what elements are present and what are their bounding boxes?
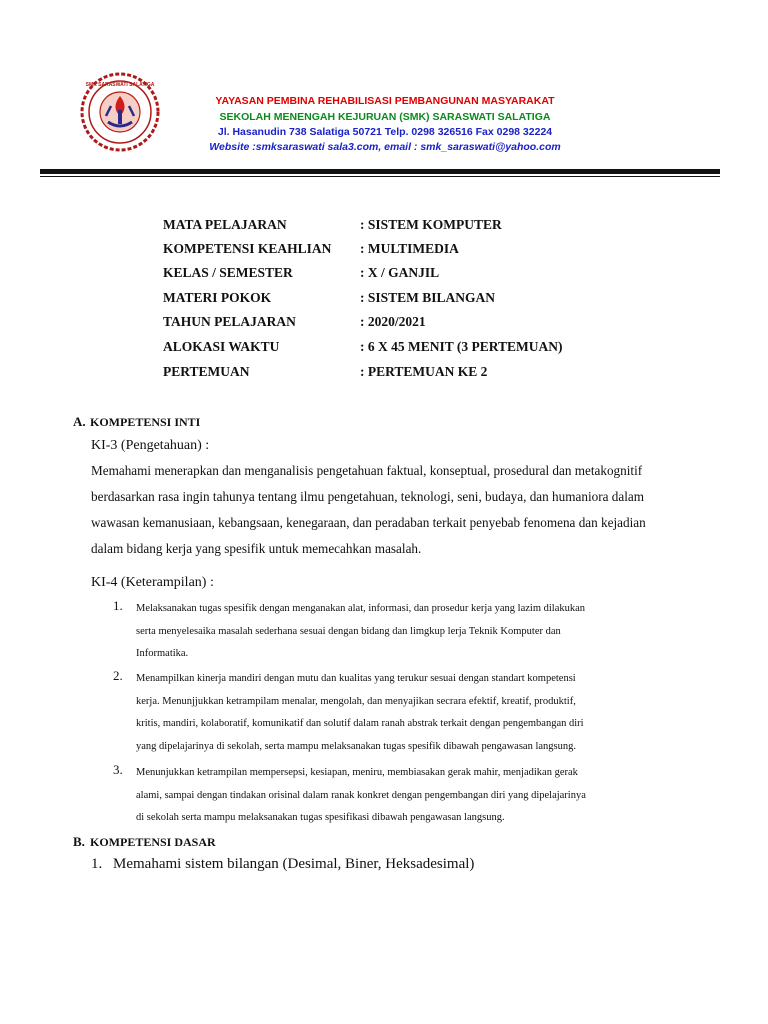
- list-line: Menunjukkan ketrampilan mempersepsi, kesiapan, meniru, membiasakan gerak mahir, menjadikan gerak: [136, 767, 578, 778]
- info-row: [163, 290, 623, 308]
- section-title: KOMPETENSI INTI: [90, 415, 201, 429]
- info-key: MATA PELAJARAN: [163, 217, 287, 232]
- header-contact: Website :smksaraswati sala3.com, email : smk_saraswati@yahoo.com: [209, 141, 561, 153]
- ki3-label: KI-3 (Pengetahuan) :: [91, 438, 210, 453]
- kd-text: Memahami sistem bilangan (Desimal, Biner, Heksadesimal): [113, 856, 475, 872]
- info-value: : MULTIMEDIA: [360, 241, 459, 256]
- school-logo: [78, 66, 162, 158]
- info-row: [163, 314, 623, 332]
- kd-item: [91, 856, 474, 873]
- section-number: B.: [73, 834, 85, 849]
- info-value: : PERTEMUAN KE 2: [360, 364, 488, 379]
- info-key: TAHUN PELAJARAN: [163, 314, 296, 329]
- paragraph-line: berdasarkan rasa ingin tahunya tentang ilmu pengetahuan, teknologi, seni, budaya, dan humaniora dalam: [91, 489, 644, 504]
- section-b-heading: [73, 834, 216, 850]
- list-line: kritis, mandiri, kolaboratif, komunikatif dan solutif dalam ranah abstrak terkait dengan pengembangan diri: [136, 718, 584, 729]
- list-line: Informatika.: [136, 648, 189, 659]
- info-value: : SISTEM KOMPUTER: [360, 217, 502, 232]
- list-line: kerja. Menunjjukkan ketrampilam menalar, mengolah, dan menyajikan secrara efektif, kreatif, produktif,: [136, 695, 576, 707]
- header-address: Jl. Hasanudin 738 Salatiga 50721 Telp. 0298 326516 Fax 0298 32224: [217, 126, 553, 138]
- info-key: MATERI POKOK: [163, 290, 272, 305]
- info-value: : 2020/2021: [360, 314, 426, 329]
- paragraph-line: wawasan kemanusiaan, kebangsaan, kenegaraan, dan peradaban terkait penyebab fenomena dan kejadian: [91, 515, 646, 530]
- list-number: 1.: [113, 598, 123, 613]
- info-value: : X / GANJIL: [360, 265, 440, 280]
- ki3-paragraph: [91, 458, 691, 562]
- info-row: [163, 241, 623, 259]
- info-value: : 6 X 45 MENIT (3 PERTEMUAN): [360, 339, 563, 354]
- paragraph-line: dalam bidang kerja yang spesifik untuk memecahkan masalah.: [91, 541, 422, 556]
- info-key: PERTEMUAN: [163, 364, 250, 379]
- header-foundation-name: YAYASAN PEMBINA REHABILISASI PEMBANGUNAN MASYARAKAT: [215, 95, 555, 107]
- list-line: Menampilkan kinerja mandiri dengan mutu dan kualitas yang terukur sesuai dengan standart kompetensi: [136, 673, 576, 684]
- list-line: serta menyelesaika masalah sederhana sesuai dengan bidang dan limgkup lerja Teknik Komputer dan: [136, 625, 561, 637]
- info-row: [163, 217, 623, 235]
- section-number: A.: [73, 414, 86, 429]
- list-line: yang dipelajarinya di sekolah, serta mampu melaksanakan tugas spesifik dibawah pengawasan langsung.: [136, 740, 576, 752]
- info-row: [163, 265, 623, 283]
- header-divider-thick: [40, 169, 720, 174]
- ki4-label: KI-4 (Keterampilan) :: [91, 575, 214, 590]
- info-row: [163, 364, 623, 382]
- list-line: di sekolah serta mampu melaksanakan tugas spesifikasi dibawah pengawasan langsung.: [136, 812, 505, 823]
- info-key: KOMPETENSI KEAHLIAN: [163, 241, 332, 256]
- paragraph-line: Memahami menerapkan dan menganalisis pengetahuan faktual, konseptual, prosedural dan metakognitif: [91, 463, 643, 478]
- list-number: 2.: [113, 668, 123, 683]
- header-school-name: SEKOLAH MENENGAH KEJURUAN (SMK) SARASWATI SALATIGA: [219, 111, 551, 123]
- header-divider-thin: [40, 176, 720, 177]
- info-value: : SISTEM BILANGAN: [360, 290, 496, 305]
- section-title: KOMPETENSI DASAR: [90, 835, 216, 849]
- info-key: ALOKASI WAKTU: [163, 339, 280, 354]
- list-line: Melaksanakan tugas spesifik dengan menganakan alat, informasi, dan prosedur kerja yang lazim dilakukan: [136, 603, 586, 614]
- list-line: alami, sampai dengan tindakan orisinal dalam ranak konkret dengan pengembangan diri yang dipelajarinya: [136, 789, 586, 801]
- list-number: 3.: [113, 762, 123, 777]
- section-a-heading: [73, 414, 200, 430]
- kd-number: 1.: [91, 856, 103, 872]
- info-key: KELAS / SEMESTER: [163, 265, 293, 280]
- info-row: [163, 339, 623, 357]
- logo-text: SMK SARASWATI SALATIGA: [85, 82, 155, 88]
